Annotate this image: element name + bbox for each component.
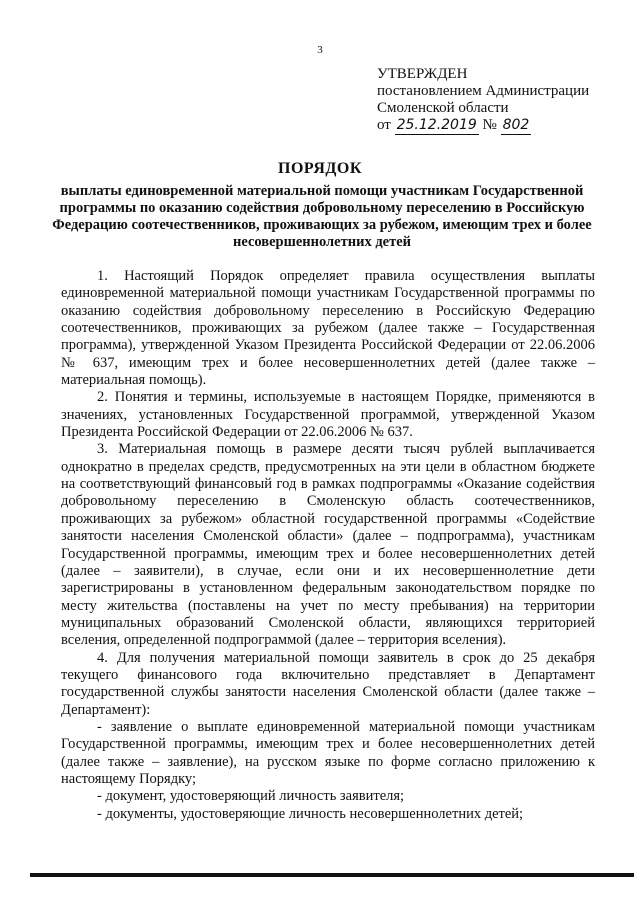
list-item-applicant-id: - документ, удостоверяющий личность заявителя; (97, 788, 405, 805)
document-body (61, 268, 595, 823)
list-item-children-id: - документы, удостоверяющие личность несовершеннолетних детей; (97, 805, 524, 822)
bottom-divider (30, 873, 634, 877)
handwritten-date: 25.12.2019 (396, 117, 477, 133)
approval-line-1: постановлением Администрации (377, 83, 590, 99)
document-title: ПОРЯДОК (278, 160, 362, 177)
paragraph-1: 1. Настоящий Порядок определяет правила осуществления выплаты единовременной материальной помощи участникам Государственной программы по оказанию содействия добровольному переселению в Российскую Федерацию соотечественников, проживающих за рубежом (далее также – Государственная программа), утвержденной Указом Президента Российской Федерации от 22.06.2006 № 637, имеющим трех и более несовершеннолетних детей (далее также – материальная помощь). (61, 268, 595, 389)
number-prefix: № (482, 117, 497, 133)
page-number: 3 (317, 44, 323, 56)
handwritten-number: 802 (502, 117, 530, 133)
approval-heading: УТВЕРЖДЕН (377, 66, 468, 82)
document-subtitle: выплаты единовременной материальной помощи участникам Государственной программы по оказанию содействия добровольному переселению в Российскую Федерацию соотечественников, проживающих за рубежом, имеющим трех и более несовершеннолетних детей (52, 183, 592, 250)
paragraph-3: 3. Материальная помощь в размере десяти тысяч рублей выплачивается однократно в пределах средств, предусмотренных на эти цели в областном бюджете на соответствующий финансовый год в рамках подпрограммы «Оказание содействия добровольному переселению в Смоленскую область соотечественников, проживающих за рубежом» областной государственной программы «Содействие занятости населения Смоленской области» (далее – подпрограмма), участникам Государственной программы, имеющим трех и более несовершеннолетних детей (далее – заявители), в случае, если они и их несовершеннолетние дети зарегистрированы в установленном федеральным законодательством порядке по месту жительства (поставлены на учет по месту пребывания) на территории муниципальных образований Смоленской области, являющихся территорией вселения, определенной подпрограммой (далее – территория вселения). (61, 441, 595, 649)
approval-line-2: Смоленской области (377, 100, 509, 116)
list-item-application: - заявление о выплате единовременной материальной помощи участникам Государственной программы, имеющим трех и более несовершеннолетних детей (далее также – заявление), на русском языке по форме согласно приложению к настоящему Порядку; (61, 718, 595, 787)
date-prefix: от (377, 117, 391, 133)
approval-block (377, 66, 589, 135)
paragraph-2: 2. Понятия и термины, используемые в настоящем Порядке, применяются в значениях, установленных Государственной программой, утвержденной Указом Президента Российской Федерации от 22.06.2006 № 637. (61, 389, 595, 441)
paragraph-4: 4. Для получения материальной помощи заявитель в срок до 25 декабря текущего финансового года включительно представляет в Департамент государственной службы занятости населения Смоленской области (далее также – Департамент): (61, 649, 595, 718)
approval-date-line (377, 117, 589, 135)
